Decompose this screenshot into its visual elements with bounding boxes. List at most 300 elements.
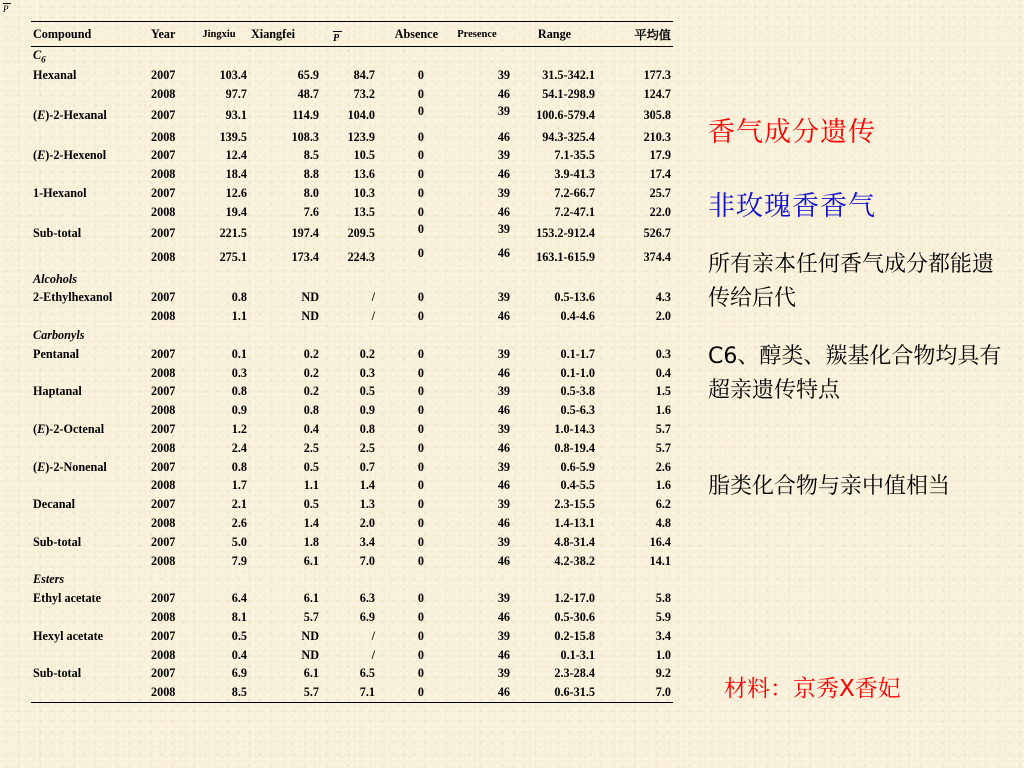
cell-compound: Pentanal — [33, 346, 80, 361]
cell-presence: 39 — [497, 628, 510, 643]
note-all-parents: 所有亲本任何香气成分都能遗传给后代 — [708, 252, 995, 311]
cell-range: 100.6-579.4 — [536, 108, 595, 123]
cell-absence: 0 — [417, 246, 424, 261]
cell-p-bar: / — [371, 628, 375, 643]
table-row — [31, 533, 673, 552]
table-row — [31, 146, 673, 165]
cell-p-bar: / — [371, 309, 375, 324]
cell-absence: 0 — [417, 666, 424, 681]
cell-absence: 0 — [417, 346, 424, 361]
cell-average: 0.4 — [655, 365, 671, 380]
cell-p-bar: 0.5 — [359, 384, 375, 399]
cell-range: 0.5-30.6 — [554, 610, 595, 625]
cell-p-bar: 104.0 — [347, 108, 375, 123]
cell-jingxiu: 0.1 — [231, 346, 247, 361]
cell-xiangfei: 173.4 — [291, 250, 319, 265]
cell-xiangfei: 0.2 — [303, 365, 319, 380]
cell-range: 0.1-1.0 — [560, 365, 595, 380]
cell-jingxiu: 0.5 — [231, 628, 247, 643]
cell-average: 17.4 — [649, 167, 671, 182]
table-row — [31, 551, 673, 570]
table-row — [31, 203, 673, 222]
cell-presence: 39 — [497, 666, 510, 681]
cell-presence: 46 — [497, 516, 510, 531]
cell-range: 1.2-17.0 — [554, 591, 595, 606]
cell-p-bar: / — [371, 647, 375, 662]
cell-year: 2007 — [151, 226, 176, 241]
cell-p-bar: 123.9 — [347, 129, 375, 144]
cell-xiangfei: 7.6 — [303, 204, 319, 219]
header-jingxiu: Jingxiu — [202, 28, 236, 40]
cell-average: 5.7 — [655, 422, 671, 437]
cell-compound: (E)-2-Hexenol — [33, 148, 107, 163]
cell-xiangfei: 2.5 — [303, 440, 319, 455]
cell-compound — [31, 439, 149, 458]
cell-average: 3.4 — [655, 628, 671, 643]
table-row — [31, 683, 673, 702]
note-transgressive: C6、醇类、羰基化合物均具有超亲遗传特点 — [708, 344, 1002, 403]
cell-xiangfei: 1.8 — [303, 534, 319, 549]
cell-year: 2007 — [151, 534, 176, 549]
cell-presence: 46 — [497, 553, 510, 568]
cell-xiangfei: ND — [301, 628, 319, 643]
cell-jingxiu: 0.9 — [231, 403, 247, 418]
cell-presence: 39 — [497, 497, 510, 512]
cell-xiangfei: 108.3 — [291, 129, 319, 144]
cell-presence: 46 — [497, 129, 510, 144]
cell-jingxiu: 2.4 — [231, 440, 247, 455]
cell-jingxiu: 221.5 — [219, 226, 247, 241]
note-esters: 脂类化合物与亲中值相当 — [708, 474, 951, 499]
cell-compound: Sub-total — [33, 666, 82, 681]
cell-compound — [31, 683, 149, 702]
cell-year: 2008 — [151, 516, 176, 531]
table-row — [31, 245, 673, 269]
cell-compound — [31, 85, 149, 104]
cell-average: 5.8 — [655, 591, 671, 606]
cell-range: 0.6-31.5 — [554, 685, 595, 700]
cell-p-bar: 0.7 — [359, 459, 375, 474]
cell-compound: 1-Hexanol — [33, 186, 87, 201]
cell-xiangfei: 6.1 — [303, 553, 319, 568]
cell-presence: 46 — [497, 365, 510, 380]
cell-presence: 46 — [497, 167, 510, 182]
cell-xiangfei: ND — [301, 309, 319, 324]
table-body — [31, 47, 673, 703]
table-row — [31, 401, 673, 420]
cell-absence: 0 — [417, 384, 424, 399]
cell-absence: 0 — [417, 553, 424, 568]
header-p-bar-label: P — [333, 32, 340, 44]
cell-p-bar: 13.5 — [353, 204, 375, 219]
cell-p-bar: 209.5 — [347, 226, 375, 241]
cell-absence: 0 — [417, 186, 424, 201]
cell-year: 2008 — [151, 365, 176, 380]
cell-p-bar: 1.3 — [359, 497, 375, 512]
table-row — [31, 288, 673, 307]
cell-absence: 0 — [417, 129, 424, 144]
cell-year: 2007 — [151, 290, 176, 305]
cell-p-bar: 6.5 — [359, 666, 375, 681]
cell-xiangfei: 0.4 — [303, 422, 319, 437]
cell-absence: 0 — [417, 148, 424, 163]
cell-range: 3.9-41.3 — [554, 167, 595, 182]
cell-xiangfei: 6.1 — [303, 591, 319, 606]
cell-absence: 0 — [417, 647, 424, 662]
cell-p-bar: 3.4 — [359, 534, 375, 549]
cell-year: 2007 — [151, 591, 176, 606]
cell-jingxiu: 93.1 — [225, 108, 247, 123]
cell-year: 2008 — [151, 553, 176, 568]
cell-range: 0.5-13.6 — [554, 290, 595, 305]
cell-average: 526.7 — [643, 226, 671, 241]
cell-range: 7.1-35.5 — [554, 148, 595, 163]
category-row — [31, 570, 673, 589]
category-label: $C_6$ — [33, 47, 46, 65]
cell-compound: Sub-total — [33, 534, 82, 549]
cell-xiangfei: 5.7 — [303, 685, 319, 700]
table-row — [31, 184, 673, 203]
cell-p-bar: 13.6 — [353, 167, 375, 182]
cell-xiangfei: 0.5 — [303, 459, 319, 474]
cell-range: 2.3-15.5 — [554, 497, 595, 512]
cell-compound — [31, 165, 149, 184]
category-row — [31, 269, 673, 288]
cell-range: 153.2-912.4 — [536, 226, 595, 241]
cell-compound — [31, 608, 149, 627]
header-p-bar — [321, 22, 377, 47]
cell-absence: 0 — [417, 440, 424, 455]
cell-range: 1.4-13.1 — [554, 516, 595, 531]
cell-xiangfei: 65.9 — [297, 68, 319, 83]
cell-xiangfei: 1.1 — [303, 478, 319, 493]
cell-range: 4.2-38.2 — [554, 553, 595, 568]
cell-p-bar: 2.0 — [359, 516, 375, 531]
table-row — [31, 608, 673, 627]
cell-average: 2.6 — [655, 459, 671, 474]
cell-p-bar: 84.7 — [353, 68, 375, 83]
cell-range: 1.0-14.3 — [554, 422, 595, 437]
cell-range: 0.1-3.1 — [560, 647, 595, 662]
table-row — [31, 514, 673, 533]
cell-jingxiu: 2.1 — [231, 497, 247, 512]
cell-compound — [31, 363, 149, 382]
cell-average: 25.7 — [649, 186, 671, 201]
cell-jingxiu: 103.4 — [219, 68, 247, 83]
cell-compound: (E)-2-Nonenal — [33, 459, 107, 474]
cell-xiangfei: 0.2 — [303, 384, 319, 399]
cell-jingxiu: 12.6 — [225, 186, 247, 201]
cell-p-bar: 0.3 — [359, 365, 375, 380]
cell-year: 2007 — [151, 346, 176, 361]
cell-jingxiu: 6.4 — [231, 591, 247, 606]
cell-year: 2007 — [151, 148, 176, 163]
cell-jingxiu: 97.7 — [225, 86, 247, 101]
cell-year: 2007 — [151, 628, 176, 643]
volatile-compound-table — [31, 21, 673, 703]
table-row — [31, 127, 673, 146]
category-label: Alcohols — [33, 271, 78, 286]
heading-aroma-inheritance: 香气成分遗传 — [708, 117, 876, 148]
header-xiangfei: Xiangfei — [251, 26, 296, 41]
cell-xiangfei: 114.9 — [292, 108, 319, 123]
cell-compound: (E)-2-Hexanal — [33, 108, 107, 123]
cell-average: 1.6 — [655, 478, 671, 493]
cell-average: 0.3 — [655, 346, 671, 361]
cell-range: 0.8-19.4 — [554, 440, 595, 455]
cell-jingxiu: 1.7 — [231, 478, 247, 493]
cell-jingxiu: 6.9 — [231, 666, 247, 681]
cell-compound: (E)-2-Octenal — [33, 422, 105, 437]
cell-jingxiu: 0.8 — [231, 384, 247, 399]
cell-range: 4.8-31.4 — [554, 534, 595, 549]
cell-year: 2008 — [151, 403, 176, 418]
cell-year: 2008 — [151, 685, 176, 700]
cell-year: 2007 — [151, 68, 176, 83]
cell-year: 2008 — [151, 250, 176, 265]
cell-xiangfei: 0.8 — [303, 403, 319, 418]
cell-average: 4.3 — [655, 290, 671, 305]
cell-jingxiu: 5.0 — [231, 534, 247, 549]
cell-absence: 0 — [417, 403, 424, 418]
cell-year: 2008 — [151, 129, 176, 144]
cell-average: 124.7 — [643, 86, 671, 101]
header-average: 平均值 — [634, 27, 671, 42]
table-row — [31, 85, 673, 104]
table-row — [31, 439, 673, 458]
cell-absence: 0 — [417, 497, 424, 512]
cell-xiangfei: 5.7 — [303, 610, 319, 625]
cell-average: 6.2 — [655, 497, 671, 512]
cell-jingxiu: 139.5 — [219, 129, 247, 144]
cell-presence: 39 — [497, 186, 510, 201]
corner-p-bar-mark: P — [3, 3, 11, 14]
cell-absence: 0 — [417, 86, 424, 101]
heading-non-muscat-aroma: 非玫瑰香香气 — [708, 191, 876, 222]
cell-absence: 0 — [417, 222, 424, 237]
category-label: Carbonyls — [33, 328, 85, 343]
cell-p-bar: 73.2 — [353, 86, 375, 101]
cell-average: 17.9 — [649, 148, 671, 163]
cell-p-bar: 7.0 — [359, 553, 375, 568]
cell-range: 7.2-47.1 — [554, 204, 595, 219]
cell-presence: 39 — [497, 384, 510, 399]
cell-jingxiu: 0.8 — [231, 290, 247, 305]
cell-jingxiu: 2.6 — [231, 516, 247, 531]
cell-compound: Decanal — [33, 497, 75, 512]
cell-p-bar: 0.9 — [359, 403, 375, 418]
cell-xiangfei: 197.4 — [291, 226, 319, 241]
table-header-row — [31, 22, 673, 47]
cell-absence: 0 — [417, 591, 424, 606]
cell-absence: 0 — [417, 534, 424, 549]
cell-xiangfei: 0.5 — [303, 497, 319, 512]
cell-jingxiu: 0.8 — [231, 459, 247, 474]
cell-compound — [31, 401, 149, 420]
cell-year: 2008 — [151, 440, 176, 455]
header-range: Range — [537, 26, 572, 41]
cell-compound — [31, 476, 149, 495]
cell-presence: 46 — [497, 685, 510, 700]
cell-jingxiu: 1.1 — [231, 309, 247, 324]
cell-p-bar: 6.9 — [359, 610, 375, 625]
cell-jingxiu: 0.4 — [231, 647, 247, 662]
cell-p-bar: / — [371, 290, 375, 305]
cell-average: 4.8 — [655, 516, 671, 531]
cell-compound: Hexyl acetate — [33, 628, 104, 643]
cell-compound: Ethyl acetate — [33, 591, 102, 606]
cell-absence: 0 — [417, 290, 424, 305]
cell-presence: 46 — [497, 246, 510, 261]
cell-year: 2007 — [151, 497, 176, 512]
cell-jingxiu: 8.1 — [231, 610, 247, 625]
cell-range: 0.5-3.8 — [560, 384, 595, 399]
category-row — [31, 47, 673, 66]
table-row — [31, 165, 673, 184]
cell-average: 2.0 — [655, 309, 671, 324]
cell-xiangfei: 8.5 — [303, 148, 319, 163]
cell-compound — [31, 127, 149, 146]
cell-year: 2008 — [151, 86, 176, 101]
cell-average: 177.3 — [643, 68, 671, 83]
table-row — [31, 66, 673, 85]
cell-year: 2008 — [151, 610, 176, 625]
table-row — [31, 420, 673, 439]
cell-absence: 0 — [417, 422, 424, 437]
cell-presence: 46 — [497, 86, 510, 101]
cell-year: 2008 — [151, 204, 176, 219]
cell-compound — [31, 514, 149, 533]
cell-absence: 0 — [417, 610, 424, 625]
cell-presence: 46 — [497, 647, 510, 662]
cell-average: 5.7 — [655, 440, 671, 455]
cell-year: 2008 — [151, 478, 176, 493]
cell-year: 2007 — [151, 384, 176, 399]
cell-average: 1.5 — [655, 384, 671, 399]
cell-compound — [31, 203, 149, 222]
cell-presence: 46 — [497, 610, 510, 625]
cell-presence: 39 — [497, 591, 510, 606]
cell-absence: 0 — [417, 365, 424, 380]
cell-year: 2007 — [151, 459, 176, 474]
cell-p-bar: 2.5 — [359, 440, 375, 455]
cell-absence: 0 — [417, 478, 424, 493]
cell-average: 1.6 — [655, 403, 671, 418]
table-row — [31, 627, 673, 646]
cell-absence: 0 — [417, 459, 424, 474]
table-row — [31, 589, 673, 608]
cell-jingxiu: 275.1 — [219, 250, 247, 265]
table-row — [31, 363, 673, 382]
cell-compound: 2-Ethylhexanol — [33, 290, 113, 305]
cell-average: 1.0 — [655, 647, 671, 662]
cell-range: 0.4-4.6 — [560, 309, 595, 324]
table-row — [31, 307, 673, 326]
cell-presence: 39 — [497, 290, 510, 305]
cell-jingxiu: 0.3 — [231, 365, 247, 380]
cell-range: 7.2-66.7 — [554, 186, 595, 201]
header-presence: Presence — [457, 28, 497, 40]
cell-compound — [31, 245, 149, 269]
cell-presence: 39 — [497, 459, 510, 474]
cell-jingxiu: 7.9 — [231, 553, 247, 568]
cell-jingxiu: 8.5 — [231, 685, 247, 700]
cell-average: 7.0 — [655, 685, 671, 700]
cell-year: 2007 — [151, 186, 176, 201]
cell-p-bar: 7.1 — [359, 685, 375, 700]
cell-year: 2007 — [151, 422, 176, 437]
cell-year: 2008 — [151, 309, 176, 324]
cell-average: 16.4 — [649, 534, 671, 549]
cell-range: 0.2-15.8 — [554, 628, 595, 643]
cell-presence: 46 — [497, 478, 510, 493]
table-row — [31, 457, 673, 476]
cell-presence: 46 — [497, 204, 510, 219]
cell-compound: Haptanal — [33, 384, 82, 399]
cell-xiangfei: 48.7 — [297, 86, 319, 101]
cell-p-bar: 10.3 — [353, 186, 375, 201]
cell-average: 5.9 — [655, 610, 671, 625]
cell-presence: 39 — [497, 148, 510, 163]
cell-presence: 46 — [497, 309, 510, 324]
cell-xiangfei: ND — [301, 290, 319, 305]
cell-compound — [31, 551, 149, 570]
materials-label: 材料：京秀X香妃 — [724, 676, 901, 702]
table-row — [31, 495, 673, 514]
cell-p-bar: 0.2 — [359, 346, 375, 361]
cell-xiangfei: 1.4 — [303, 516, 319, 531]
cell-absence: 0 — [417, 104, 424, 119]
cell-average: 14.1 — [649, 553, 671, 568]
cell-p-bar: 224.3 — [347, 250, 375, 265]
cell-presence: 46 — [497, 440, 510, 455]
cell-range: 0.5-6.3 — [560, 403, 595, 418]
cell-average: 374.4 — [643, 250, 671, 265]
cell-average: 9.2 — [655, 666, 671, 681]
cell-compound: Hexanal — [33, 68, 77, 83]
table-row — [31, 645, 673, 664]
cell-compound — [31, 645, 149, 664]
cell-absence: 0 — [417, 628, 424, 643]
table-row — [31, 345, 673, 364]
cell-presence: 46 — [497, 403, 510, 418]
cell-compound: Sub-total — [33, 226, 82, 241]
cell-presence: 39 — [497, 534, 510, 549]
cell-presence: 39 — [497, 104, 510, 119]
cell-p-bar: 10.5 — [353, 148, 375, 163]
cell-range: 2.3-28.4 — [554, 666, 595, 681]
cell-absence: 0 — [417, 685, 424, 700]
cell-p-bar: 1.4 — [359, 478, 375, 493]
cell-year: 2007 — [151, 108, 176, 123]
cell-absence: 0 — [417, 68, 424, 83]
cell-presence: 39 — [497, 346, 510, 361]
cell-range: 0.6-5.9 — [560, 459, 595, 474]
cell-absence: 0 — [417, 204, 424, 219]
cell-average: 305.8 — [643, 108, 671, 123]
cell-presence: 39 — [497, 422, 510, 437]
table-row — [31, 664, 673, 683]
header-year: Year — [151, 26, 176, 41]
cell-range: 0.1-1.7 — [560, 346, 595, 361]
cell-xiangfei: ND — [301, 647, 319, 662]
cell-range: 31.5-342.1 — [542, 68, 595, 83]
cell-p-bar: 0.8 — [359, 422, 375, 437]
cell-year: 2008 — [151, 647, 176, 662]
cell-jingxiu: 19.4 — [225, 204, 247, 219]
cell-xiangfei: 0.2 — [303, 346, 319, 361]
cell-xiangfei: 8.0 — [303, 186, 319, 201]
